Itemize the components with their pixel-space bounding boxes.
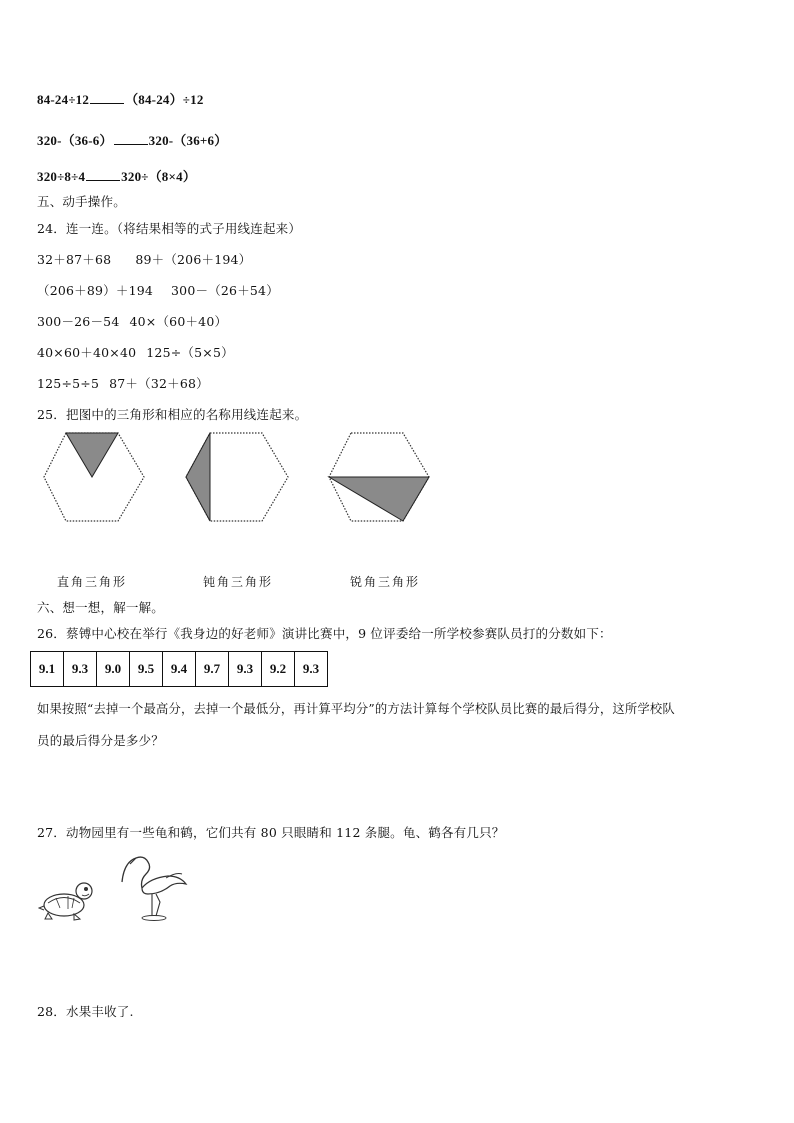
q26-question-line-2: 员的最后得分是多少？	[37, 733, 165, 748]
q26-title: 26．蔡镈中心校在举行《我身边的好老师》演讲比赛中，9 位评委给一所学校参赛队员打的分数如下：	[37, 626, 612, 641]
expr-a: （206＋89）＋194	[37, 283, 154, 298]
expr-b: 87＋（32＋68）	[109, 376, 209, 391]
compare-left: 320-（36-6）	[37, 133, 113, 148]
compare-right: 320-（36+6）	[148, 133, 228, 148]
expr-b: 125÷（5×5）	[146, 345, 234, 360]
score-cell: 9.1	[31, 652, 64, 687]
answer-blank[interactable]	[86, 170, 120, 181]
compare-left: 84-24÷12	[37, 92, 90, 107]
expr-a: 300－26－54	[37, 314, 120, 329]
answer-blank[interactable]	[114, 134, 148, 145]
q26-question-line-1: 如果按照“去掉一个最高分，去掉一个最低分，再计算平均分”的方法计算每个学校队员比赛的最后得分，这所学校队	[37, 702, 675, 716]
compare-line-3	[37, 166, 196, 185]
score-cell: 9.0	[97, 652, 130, 687]
expr-b: 89＋（206＋194）	[135, 252, 252, 267]
q24-row-4	[37, 343, 234, 361]
q24-row-1	[37, 250, 251, 268]
answer-blank[interactable]	[90, 93, 124, 104]
scores-table	[30, 651, 328, 687]
label-acute-triangle[interactable]: 锐角三角形	[350, 575, 421, 589]
q28-title: 28．水果丰收了.	[37, 1004, 134, 1019]
expr-a: 32＋87＋68	[37, 252, 112, 267]
q24-row-2	[37, 281, 279, 299]
q24-row-3	[37, 312, 227, 330]
section-5-heading: 五、动手操作。	[37, 194, 126, 209]
shaded-triangle[interactable]	[329, 477, 429, 521]
q24-row-5	[37, 374, 209, 392]
hexagon-figure-1	[40, 430, 150, 525]
crane-illustration	[116, 852, 188, 922]
label-obtuse-triangle[interactable]: 钝角三角形	[203, 575, 274, 589]
expr-b: 300－（26＋54）	[171, 283, 279, 298]
compare-right: 320÷（8×4）	[121, 169, 197, 184]
q24-title: 24．连一连。（将结果相等的式子用线连起来）	[37, 221, 302, 236]
hexagon-figure-3	[325, 430, 435, 525]
section-6-heading: 六、想一想，解一解。	[37, 600, 165, 615]
shaded-triangle[interactable]	[186, 433, 210, 521]
score-cell: 9.4	[163, 652, 196, 687]
score-cell: 9.5	[130, 652, 163, 687]
q25-title: 25．把图中的三角形和相应的名称用线连起来。	[37, 407, 308, 422]
score-cell: 9.7	[196, 652, 229, 687]
score-cell: 9.3	[64, 652, 97, 687]
expr-a: 40×60＋40×40	[37, 345, 137, 360]
q27-title: 27．动物园里有一些龟和鹤，它们共有 80 只眼睛和 112 条腿。龟、鹤各有几只？	[37, 825, 505, 840]
compare-line-1	[37, 89, 204, 108]
compare-line-2	[37, 130, 227, 149]
score-cell: 9.2	[262, 652, 295, 687]
score-cell: 9.3	[295, 652, 328, 687]
turtle-illustration	[38, 878, 98, 922]
score-cell: 9.3	[229, 652, 262, 687]
label-right-triangle[interactable]: 直角三角形	[57, 575, 128, 589]
expr-b: 40×（60＋40）	[129, 314, 228, 329]
hexagon-figure-2	[182, 430, 292, 525]
expr-a: 125÷5÷5	[37, 376, 100, 391]
compare-left: 320÷8÷4	[37, 169, 86, 184]
shaded-triangle[interactable]	[66, 433, 118, 477]
compare-right: （84-24）÷12	[125, 92, 204, 107]
